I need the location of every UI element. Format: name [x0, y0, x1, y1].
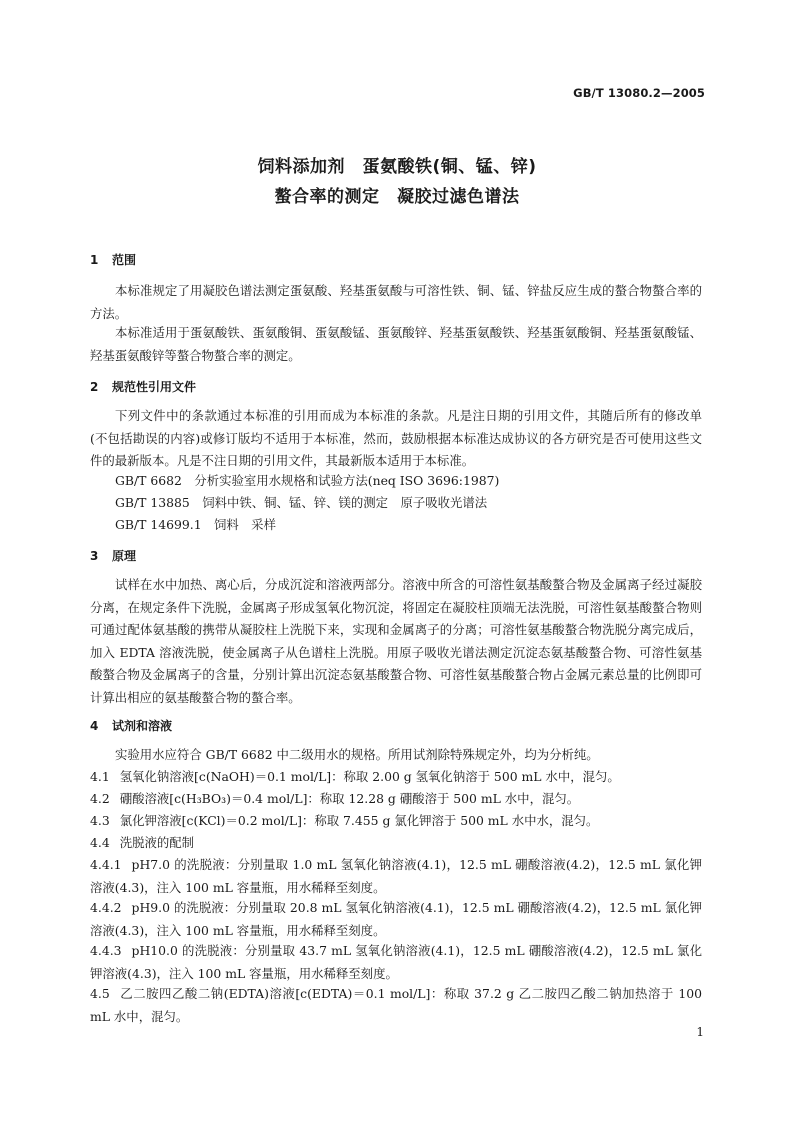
section-number: 3: [90, 549, 99, 563]
clause-text: 氢氧化钠溶液[c(NaOH)＝0.1 mol/L]：称取 2.00 g 氢氧化钠溶于 500 mL 水中，混匀。: [119, 769, 620, 784]
section-title: 试剂和溶液: [112, 719, 173, 733]
clause-text: pH7.0 的洗脱液：分别量取 1.0 mL 氢氧化钠溶液(4.1)，12.5 mL 硼酸溶液(4.2)，12.5 mL 氯化钾溶液(4.3)，注入 100 mL 容量瓶，用水稀释至刻度。: [90, 857, 702, 895]
clause-number: 4.3: [90, 813, 110, 828]
section-number: 4: [90, 719, 99, 733]
clause-text: 氯化钾溶液[c(KCl)＝0.2 mol/L]：称取 7.455 g 氯化钾溶于 500 mL 水中水，混匀。: [119, 813, 599, 828]
clause-4-1: [90, 766, 702, 789]
section-1-paragraph-1: 本标准规定了用凝胶色谱法测定蛋氨酸、羟基蛋氨酸与可溶性铁、铜、锰、锌盐反应生成的螯合物螯合率的方法。: [90, 283, 702, 321]
section-number: 2: [90, 380, 99, 394]
section-2-heading: [90, 378, 196, 395]
section-title: 规范性引用文件: [112, 380, 197, 394]
section-1-heading: [90, 251, 136, 268]
section-title: 范围: [112, 253, 137, 267]
section-number: 1: [90, 253, 99, 267]
document-title-line-1: 饲料添加剂 蛋氨酸铁(铜、锰、锌): [257, 157, 537, 177]
clause-number: 4.4.3: [90, 943, 122, 958]
normative-reference: GB/T 13885 饲料中铁、铜、锰、锌、镁的测定 原子吸收光谱法: [115, 495, 488, 510]
clause-text: 乙二胺四乙酸二钠(EDTA)溶液[c(EDTA)＝0.1 mol/L]：称取 37.2 g 乙二胺四乙酸二钠加热溶于 100 mL 水中，混匀。: [90, 986, 702, 1024]
clause-4-4-3: [90, 940, 702, 985]
clause-number: 4.4: [90, 835, 110, 850]
clause-number: 4.5: [90, 986, 110, 1001]
section-2-paragraph-1: 下列文件中的条款通过本标准的引用而成为本标准的条款。凡是注日期的引用文件，其随后所有的修改单(不包括勘误的内容)或修订版均不适用于本标准，然而，鼓励根据本标准达成协议的各方研究是否可使用这些文件的最新版本。凡是不注日期的引用文件，其最新版本适用于本标准。: [90, 408, 702, 468]
clause-number: 4.1: [90, 769, 110, 784]
clause-4-4-2: [90, 897, 702, 942]
clause-text: 洗脱液的配制: [119, 835, 195, 850]
normative-reference: GB/T 6682 分析实验室用水规格和试验方法(neq ISO 3696:1987): [115, 473, 500, 488]
document-title-line-2: 螯合率的测定 凝胶过滤色谱法: [274, 187, 520, 207]
section-4-heading: [90, 717, 172, 734]
standard-code: GB/T 13080.2—2005: [573, 86, 705, 100]
clause-text: 硼酸溶液[c(H₃BO₃)＝0.4 mol/L]：称取 12.28 g 硼酸溶于 500 mL 水中，混匀。: [119, 791, 580, 806]
normative-reference: GB/T 14699.1 饲料 采样: [115, 517, 276, 532]
clause-4-3: [90, 810, 702, 833]
section-4-paragraph-1: 实验用水应符合 GB/T 6682 中二级用水的规格。所用试剂除特殊规定外，均为分析纯。: [115, 747, 599, 762]
section-3-paragraph-1: 试样在水中加热、离心后，分成沉淀和溶液两部分。溶液中所含的可溶性氨基酸螯合物及金属离子经过凝胶分离，在规定条件下洗脱，金属离子形成氢氧化物沉淀，将固定在凝胶柱顶端无法洗脱，可溶性氨基酸螯合物则可通过配体氨基酸的携带从凝胶柱上洗脱下来，实现和金属离子的分离；可溶性氨基酸螯合物洗脱分离完成后，加入 EDTA 溶液洗脱，使金属离子从色谱柱上洗脱。用原子吸收光谱法测定沉淀态氨基酸螯合物、可溶性氨基酸螯合物及金属离子的含量，分别计算出沉淀态氨基酸螯合物、可溶性氨基酸螯合物占金属元素总量的比例即可计算出相应的氨基酸螯合物的螯合率。: [90, 577, 702, 705]
clause-number: 4.2: [90, 791, 110, 806]
clause-4-2: [90, 788, 702, 811]
section-1-paragraph-2: 本标准适用于蛋氨酸铁、蛋氨酸铜、蛋氨酸锰、蛋氨酸锌、羟基蛋氨酸铁、羟基蛋氨酸铜、羟基蛋氨酸锰、羟基蛋氨酸锌等螯合物螯合率的测定。: [90, 325, 702, 363]
clause-4-4: [90, 832, 702, 855]
clause-text: pH10.0 的洗脱液：分别量取 43.7 mL 氢氧化钠溶液(4.1)，12.5 mL 硼酸溶液(4.2)，12.5 mL 氯化钾溶液(4.3)，注入 100 mL 容量瓶，用水稀释至刻度。: [90, 943, 702, 981]
section-title: 原理: [112, 549, 137, 563]
clause-4-5: [90, 983, 702, 1028]
page-number: 1: [696, 1025, 704, 1039]
clause-text: pH9.0 的洗脱液：分别量取 20.8 mL 氢氧化钠溶液(4.1)，12.5 mL 硼酸溶液(4.2)，12.5 mL 氯化钾溶液(4.3)，注入 100 mL 容量瓶，用水稀释至刻度。: [90, 900, 702, 938]
clause-number: 4.4.1: [90, 857, 122, 872]
section-3-heading: [90, 547, 136, 564]
clause-4-4-1: [90, 854, 702, 899]
clause-number: 4.4.2: [90, 900, 122, 915]
